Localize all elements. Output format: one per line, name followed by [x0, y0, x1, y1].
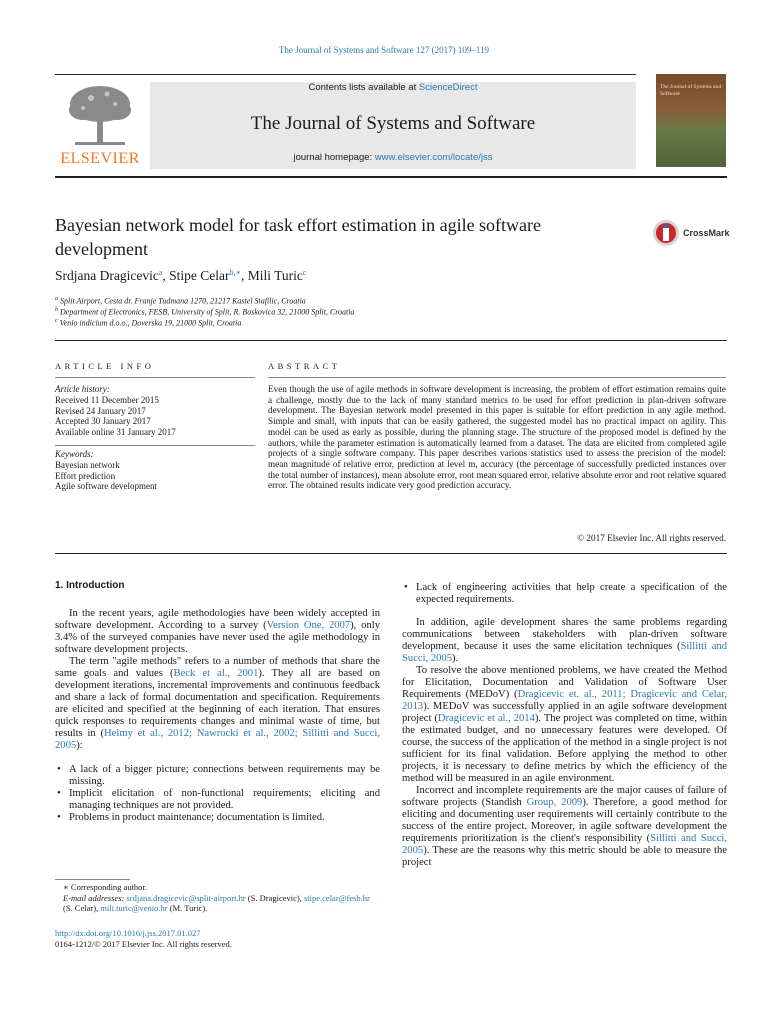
text-run: In the recent years, agile methodologies have been widely accepted in software development. According to a survey (: [55, 608, 380, 631]
text-run: (S. Dragicevic),: [245, 892, 304, 903]
list-item: • Lack of engineering activities that help create a specification of the expected requirements.: [402, 582, 727, 606]
history-accepted: Accepted 30 January 2017: [55, 416, 151, 427]
author-separator: ,: [240, 268, 248, 283]
text-run: ). These are the reasons why this metric should be able to measure the project: [402, 845, 727, 868]
text-run: ). They all are based on development iterations, incremental improvements and continuous feedback and share a lack of formal documentation and specification. Requirements are elicited and specified at the beginning of each iteration. That ensures quick responses to requirements changes and minimal waste of time, but results in (: [55, 668, 380, 739]
doi-link[interactable]: http://dx.doi.org/10.1016/j.jss.2017.01.027: [55, 928, 201, 938]
email-link[interactable]: srdjana.dragicevic@split-airport.hr: [126, 892, 246, 903]
header-rule-bottom: [55, 176, 727, 178]
author-3-affil-mark[interactable]: c: [302, 268, 307, 277]
email-label: E-mail addresses:: [63, 892, 125, 903]
author-2-affil-mark[interactable]: b,∗: [229, 268, 241, 277]
footnotes: [55, 882, 380, 914]
citation-link[interactable]: Group, 2009: [526, 797, 583, 808]
journal-title: The Journal of Systems and Software: [250, 113, 536, 134]
right-paragraph-3: [402, 785, 727, 869]
issn-copyright: 0164-1212/© 2017 Elsevier Inc. All rights reserved.: [55, 939, 232, 949]
affiliation-mark: a: [55, 296, 58, 302]
affiliation-mark: c: [55, 318, 58, 324]
journal-cover-title: The Journal of Systems and Software: [660, 84, 722, 97]
footnote-rule: [55, 879, 130, 880]
crossmark-label[interactable]: CrossMark: [683, 228, 730, 238]
right-paragraph-2: [402, 665, 727, 785]
affiliation-mark: b: [55, 307, 58, 313]
abstract-rule: [268, 377, 726, 378]
text-run: ). MEDoV was successfully applied in an agile software development project (: [402, 701, 727, 724]
right-paragraph-1: [402, 617, 727, 665]
list-item: • Problems in product maintenance; documentation is limited.: [55, 812, 380, 824]
affiliation-text: Venio indicium d.o.o., Doverska 19, 21000 Split, Croatia: [59, 318, 242, 328]
abstract-bottom-rule: [55, 553, 727, 554]
author-list: [55, 268, 306, 284]
keywords: [55, 449, 260, 492]
history-label: Article history:: [55, 384, 110, 394]
keywords-label: Keywords:: [55, 449, 94, 459]
affiliation-c: [55, 316, 241, 329]
citation-link[interactable]: Helmy et al., 2012; Nawrocki et al., 2002; Sillitti and Succi, 2005: [55, 728, 381, 751]
author-1-affil-mark[interactable]: a: [158, 268, 163, 277]
author-separator: ,: [162, 268, 170, 283]
affiliation-text: Department of Electronics, FESB, University of Split, R. Boskovica 32, 21000 Split, Croatia: [60, 307, 355, 317]
homepage-link[interactable]: www.elsevier.com/locate/jss: [374, 152, 493, 163]
citation-link[interactable]: Dragicevic et al., 2014: [437, 713, 535, 724]
contents-line: [150, 82, 636, 93]
text-run: In addition, agile development shares the same problems regarding communications between stakeholders with plan-driven software development, because it uses the same elicitation techniques (: [402, 617, 727, 652]
text-run: (M. Turic).: [167, 903, 208, 913]
homepage-prefix: journal homepage:: [293, 152, 375, 163]
affiliation-text: Split Airport, Cesta dr. Franje Tudmana 1270, 21217 Kastel Stafilic, Croatia: [60, 296, 306, 306]
abstract-text: Even though the use of agile methods in software development is increasing, the problem of effort estimation remains quite a challenge, mostly due to the lack of many standard metrics to be used for effort prediction in plan-driven software development. The Bayesian network model presented in this paper is suitable for effort prediction in any agile method. Simple and small, with inputs that can be easily gathered, the suggested model has no practical impact on agility. This model can be used as early as possible, during the planning stage. The structure of the proposed model is defined by the authors, while the parameter estimation is automatically learned from a dataset. The data are elicited from completed agile projects of a single software company. This paper describes various statistics used to assess the precision of the model: mean magnitude of relative error, prediction at level m, accuracy (the percentage of successfully predicted instances over the total number of instances), mean absolute error, root mean squared error, relative absolute error and root relative squared error. The obtained results indicate very good prediction accuracy.: [268, 384, 726, 491]
text-run: ).: [452, 653, 459, 664]
keyword-item: Effort prediction: [55, 470, 116, 481]
text-run: ). Therefore, a good method for eliciting and documenting user requirements will certainly contribute to the success of the entire project. Moreover, in agile software development the requirements prioritization is the client's responsibility (: [402, 797, 727, 844]
article-info-heading: ARTICLE INFO: [55, 361, 155, 371]
history-received: Received 11 December 2015: [55, 394, 159, 405]
elsevier-tree-logo: [55, 80, 145, 150]
body-left-column: [55, 580, 380, 824]
corresponding-author-note: ∗ Corresponding author.: [63, 882, 147, 892]
problems-list-continued: [402, 582, 727, 606]
intro-paragraph-1: [55, 608, 380, 656]
abstract-heading: ABSTRACT: [268, 361, 341, 371]
keyword-item: Agile software development: [55, 481, 157, 492]
text-run: ), only 3.4% of the surveyed companies have never used the agile methodology in software development projects.: [55, 620, 380, 655]
contents-prefix: Contents lists available at: [308, 82, 419, 93]
author-3-name: Mili Turic: [247, 268, 303, 283]
list-item: • A lack of a bigger picture; connections between requirements may be missing.: [55, 764, 380, 788]
text-run: ). The project was completed on time, within the estimated budget, and no unnecessary features were developed. Of course, the success of the application of the method in a single project is not sufficient for its final validation. Before applying the method to other projects, it is necessary to define metrics by which the efficiency of the method will be measured in an agile environment.: [402, 713, 728, 784]
email-link[interactable]: mili.turic@venio.hr: [100, 903, 168, 913]
keyword-item: Bayesian network: [55, 459, 120, 470]
elsevier-wordmark: ELSEVIER: [60, 150, 140, 167]
email-addresses: [55, 893, 380, 914]
text-run: ):: [76, 740, 83, 751]
section-heading-introduction: 1. Introduction: [55, 580, 125, 591]
article-history: [55, 384, 260, 438]
title-block-rule: [55, 340, 727, 341]
citation-link[interactable]: Sillitti and Succi, 2005: [402, 833, 727, 856]
sciencedirect-link[interactable]: ScienceDirect: [418, 82, 478, 93]
text-run: The term "agile methods" refers to a number of methods that share the same goals and values (: [55, 656, 380, 679]
journal-citation[interactable]: The Journal of Systems and Software 127 (2017) 109–119: [278, 45, 490, 55]
history-online: Available online 31 January 2017: [55, 427, 176, 438]
author-1-name: Srdjana Dragicevic: [55, 268, 159, 283]
header-rule-top: [55, 74, 636, 75]
abstract-copyright: © 2017 Elsevier Inc. All rights reserved.: [577, 533, 726, 543]
problems-list: [55, 764, 380, 824]
crossmark-icon[interactable]: [652, 219, 680, 252]
email-link[interactable]: stipe.celar@fesb.hr: [303, 892, 370, 903]
article-info-rule: [55, 377, 255, 378]
list-item: • Implicit elicitation of non-functional requirements; eliciting and managing techniques are not provided.: [55, 788, 380, 812]
citation-link[interactable]: Dragicevic et. al., 2011; Dragicevic and Celar, 2013: [402, 689, 727, 712]
citation-link[interactable]: Sillitti and Succi, 2005: [402, 641, 727, 664]
paper-title: Bayesian network model for task effort estimation in agile software development: [55, 215, 542, 259]
author-2-name: Stipe Celar: [169, 268, 230, 283]
body-right-column: [402, 582, 727, 869]
homepage-line: [150, 152, 636, 163]
text-run: To resolve the above mentioned problems, we have created the Method for Elicitation, Documentation and Validation of Software User Requirements (MEDoV) (: [402, 665, 727, 700]
history-revised: Revised 24 January 2017: [55, 405, 146, 416]
text-run: (S. Celar),: [63, 903, 101, 913]
keywords-rule: [55, 445, 255, 446]
citation-link[interactable]: Beck et al., 2001: [173, 668, 259, 679]
intro-paragraph-2: [55, 656, 380, 752]
citation-link[interactable]: Version One, 2007: [266, 620, 351, 631]
text-run: Incorrect and incomplete requirements are the major causes of failure of software projects (Standish: [402, 785, 727, 808]
